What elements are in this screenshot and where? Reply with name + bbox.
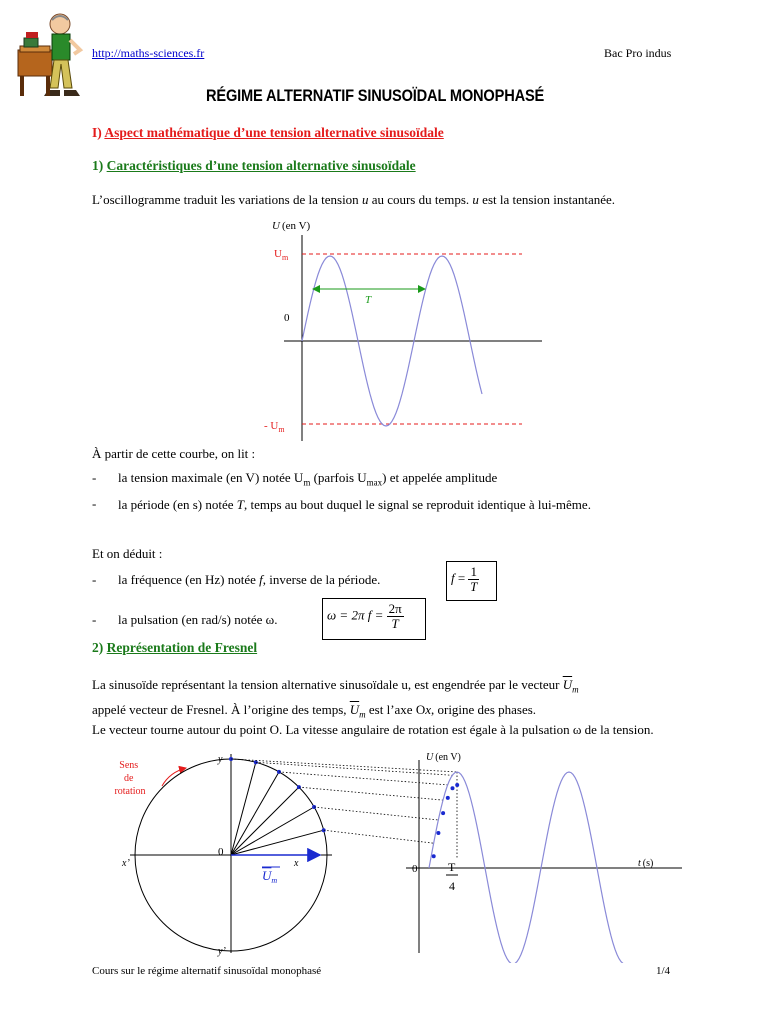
subsection-heading-2 xyxy=(92,640,257,656)
y-axis-letter: U xyxy=(272,220,280,232)
section-heading-1 xyxy=(92,125,444,141)
quarter-period-num: T xyxy=(448,860,456,874)
projection-line xyxy=(299,787,443,800)
page-title: RÉGIME ALTERNATIF SINUSOÏDAL MONOPHASÉ xyxy=(206,86,545,105)
sampled-points xyxy=(432,783,460,858)
professor-mascot-icon xyxy=(14,10,86,102)
projected-point xyxy=(436,831,440,835)
y-label: y xyxy=(218,754,223,765)
footer-course-title: Cours sur le régime alternatif sinusoïdal monophasé xyxy=(92,965,322,977)
pulsation-formula: ω = 2π f = $\frac{2\pi}{T}$ xyxy=(322,598,426,640)
projected-point xyxy=(432,854,436,858)
radius-line xyxy=(231,807,314,855)
rotation-arrow xyxy=(162,768,186,786)
radius-line xyxy=(231,772,279,855)
subsection-title: Représentation de Fresnel xyxy=(106,640,258,655)
x-prime-label: x’ xyxy=(122,858,130,869)
x-label: x xyxy=(294,858,299,869)
projected-point xyxy=(455,783,459,787)
fresnel-paragraph-2: appelé vecteur de Fresnel. À l’origine des temps, $\overline{U}_m$ est l’axe Ox, origine des phases. xyxy=(92,702,537,720)
graph-zero-label: 0 xyxy=(412,863,418,875)
projection-lines xyxy=(231,759,457,858)
section-title: Aspect mathématique d’une tension alternative sinusoïdale xyxy=(104,125,444,140)
projection-line xyxy=(279,772,448,785)
um-label: $U_m$ xyxy=(274,248,289,262)
level-label: Bac Pro indus xyxy=(604,46,672,60)
radius-line xyxy=(231,830,324,855)
subsection-number: 2) xyxy=(92,640,104,655)
fresnel-vector-label: $U_m$ xyxy=(262,868,278,885)
projection-line xyxy=(256,762,453,775)
deduce-label: Et on déduit : xyxy=(92,546,163,561)
site-link[interactable]: http://maths-sciences.fr xyxy=(92,46,205,60)
projection-line xyxy=(314,807,438,820)
t-axis-label: t (s) xyxy=(638,858,654,869)
subsection-title: Caractéristiques d’une tension alternative sinusoïdale xyxy=(106,158,416,173)
fresnel-diagram xyxy=(90,748,690,963)
frequency-formula: f = $\frac{1}{T}$ xyxy=(446,561,497,601)
origin-label: 0 xyxy=(218,846,224,858)
radius-line xyxy=(231,762,256,855)
subsection-heading-1 xyxy=(92,158,416,174)
rotating-radii xyxy=(229,757,326,855)
projection-line xyxy=(324,830,434,843)
u-axis-label: U (en V) xyxy=(426,752,461,763)
zero-label: 0 xyxy=(284,312,290,324)
neg-um-label: - $U_m$ xyxy=(264,420,285,434)
oscillogram-graph xyxy=(260,215,560,445)
footer-page-number: 1/4 xyxy=(656,965,671,977)
y-prime-label: y’ xyxy=(218,946,226,957)
oscillogram-paragraph: L’oscillogramme traduit les variations de la tension u au cours du temps. u est la tension instantanée. xyxy=(92,192,616,207)
section-number: I) xyxy=(92,125,102,140)
subsection-number: 1) xyxy=(92,158,104,173)
fresnel-paragraph-1: La sinusoïde représentant la tension alternative sinusoïdale u, est engendrée par le vecteur $\overline{U}_m$ xyxy=(92,677,579,695)
quarter-period-den: 4 xyxy=(449,879,455,893)
rotation-sense-label: Sens de rotation xyxy=(114,760,146,797)
readings-intro: À partir de cette courbe, on lit : xyxy=(92,446,256,461)
fresnel-paragraph-3: Le vecteur tourne autour du point O. La vitesse angulaire de rotation est égale à la pulsation ω de la tension. xyxy=(92,722,654,737)
radius-line xyxy=(231,787,299,855)
y-axis-unit: (en V) xyxy=(282,220,311,232)
projected-point xyxy=(446,796,450,800)
projected-point xyxy=(441,811,445,815)
projected-point xyxy=(451,786,455,790)
period-label: T xyxy=(365,294,372,306)
